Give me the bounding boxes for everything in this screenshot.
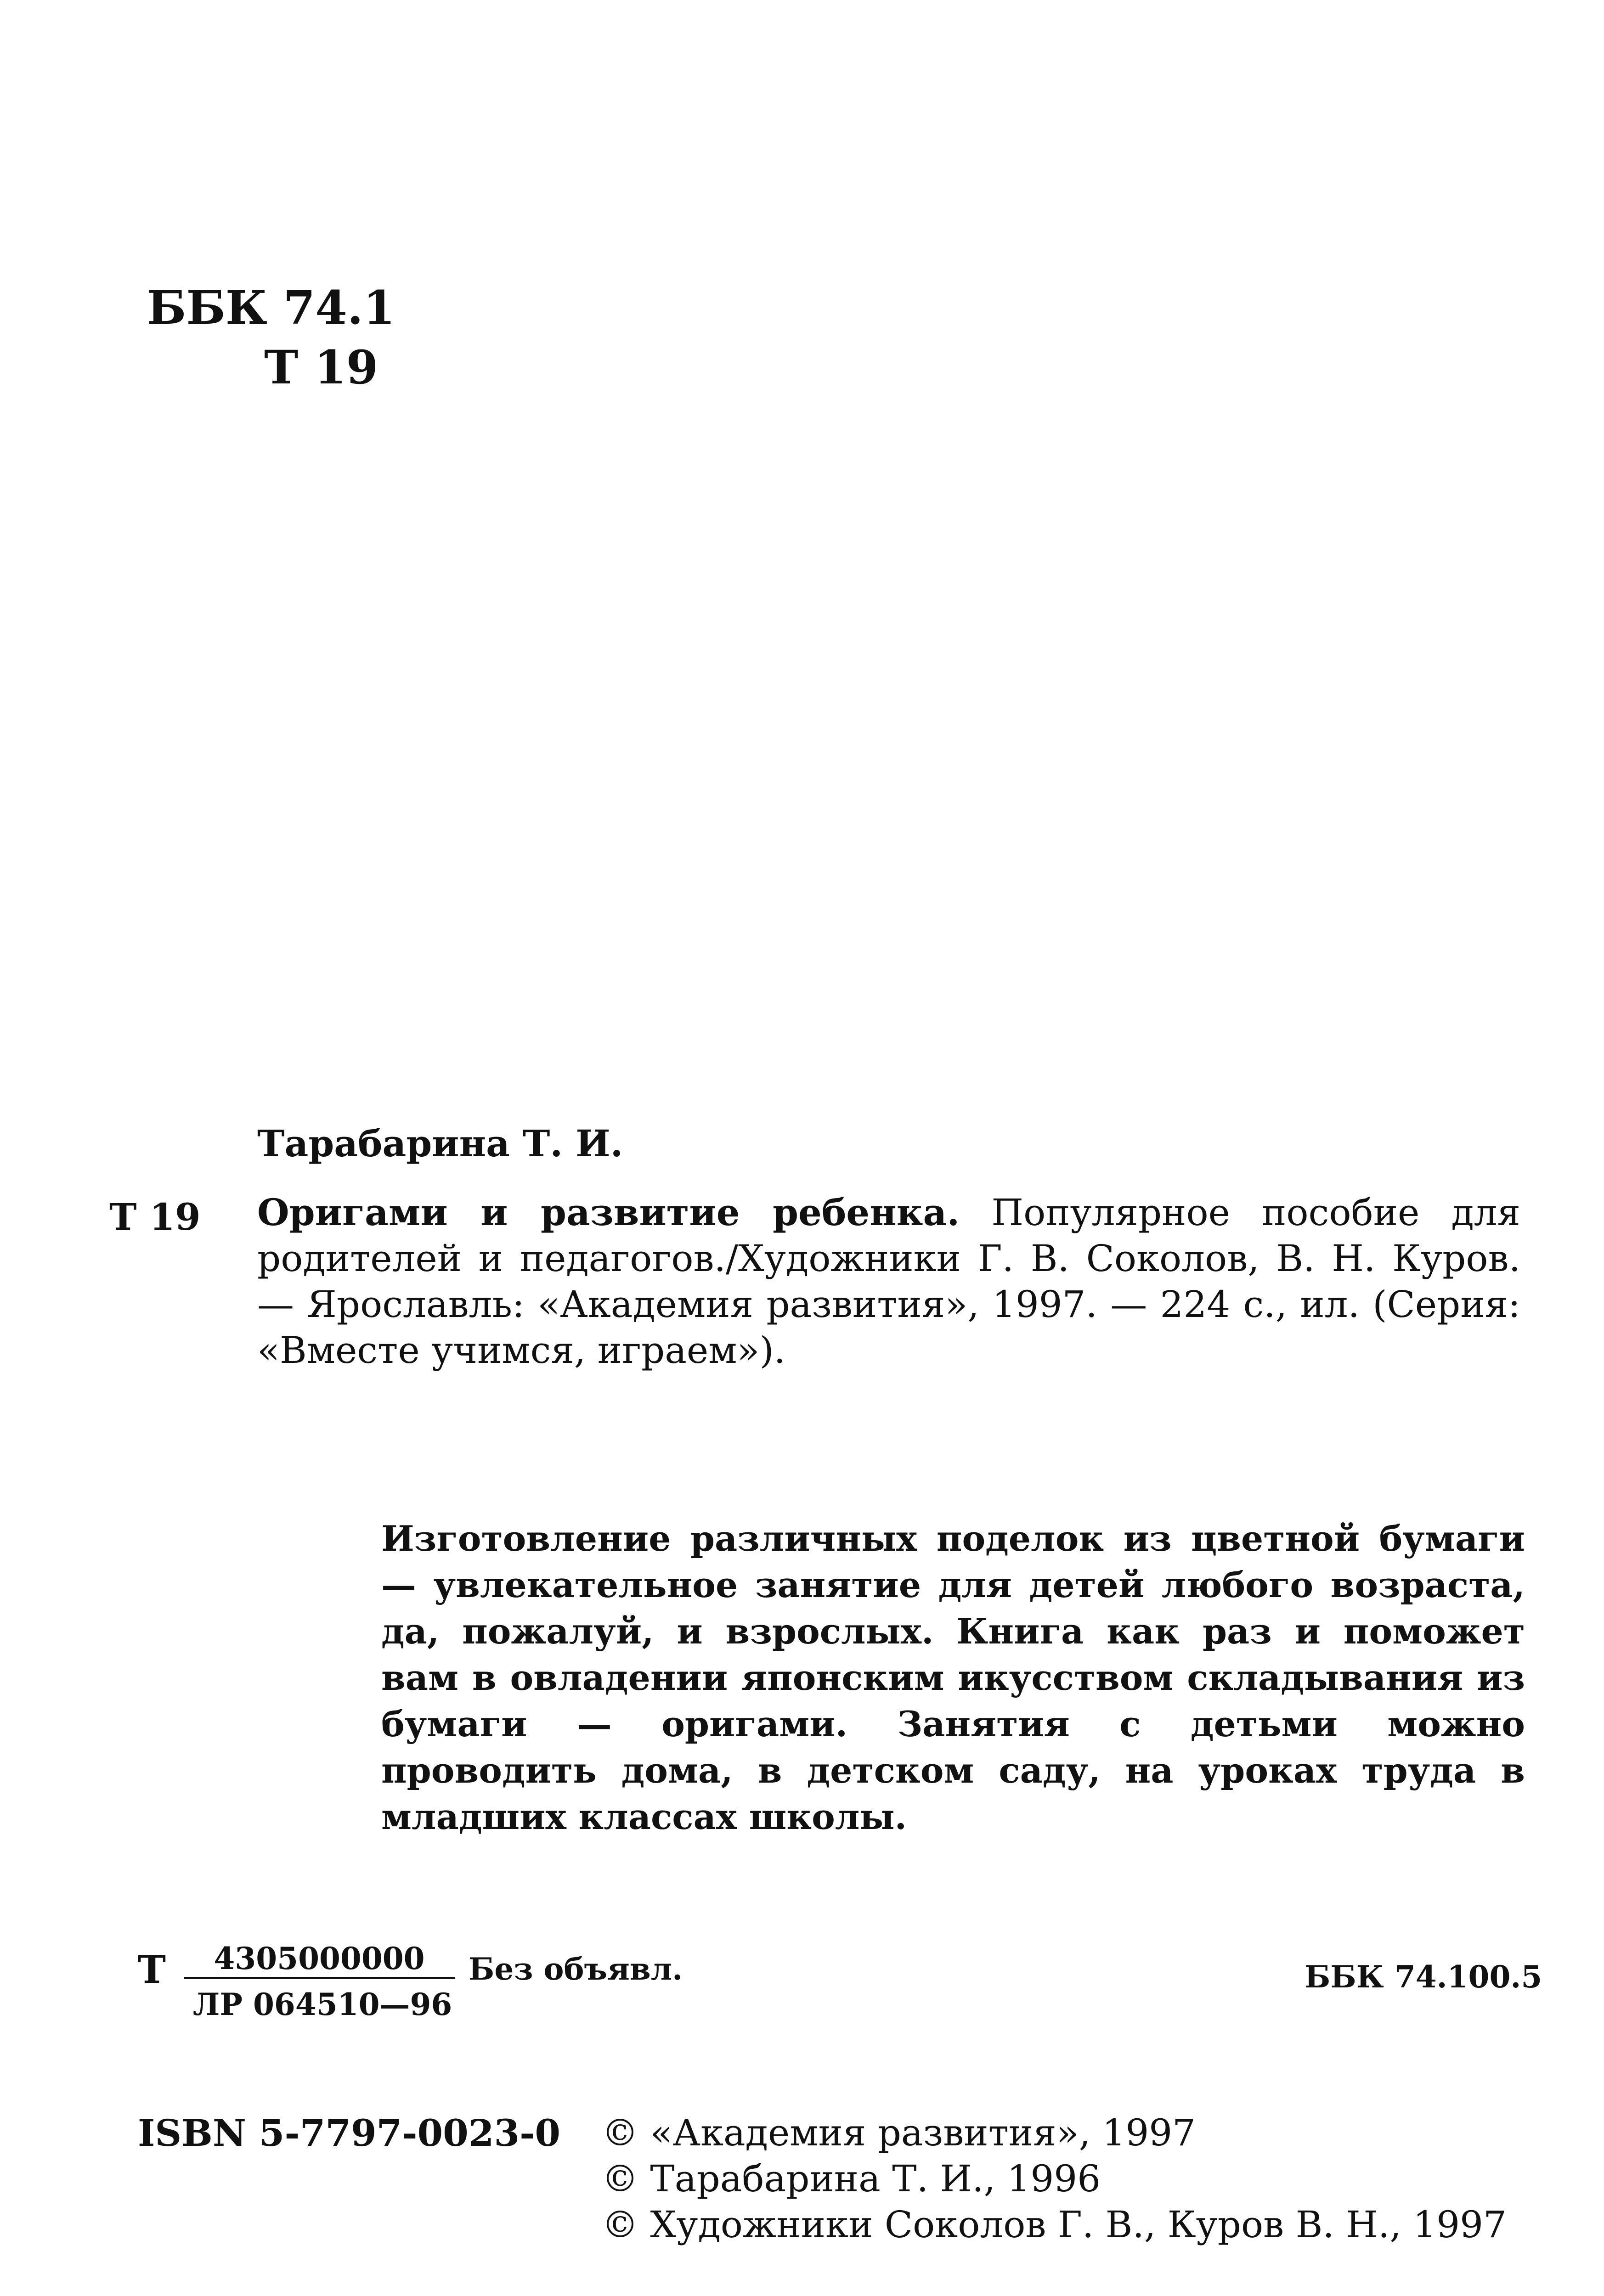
author-index: Т 19 xyxy=(264,340,378,394)
license-number: ЛР 064510—96 xyxy=(193,1986,452,2022)
copyright-publisher: © «Академия развития», 1997 xyxy=(602,2111,1196,2154)
code-number: 4305000000 xyxy=(184,1940,455,1979)
copyright-block xyxy=(602,2110,1507,2248)
bibliographic-description xyxy=(257,1189,1520,1373)
author-name: Тарабарина Т. И. xyxy=(257,1122,623,1165)
side-author-index: Т 19 xyxy=(109,1195,201,1238)
book-title: Оригами и развитие ребенка. xyxy=(257,1191,960,1234)
copyright-author: © Тарабарина Т. И., 1996 xyxy=(602,2157,1101,2200)
book-details: Популярное пособие для родителей и педагогов./Художники Г. В. Соколов, В. Н. Куров. — Ярославль: «Академия развития», 1997. — 224 с., ил. (Серия: «Вместе учимся, играем»). xyxy=(257,1191,1520,1372)
code-note: Без объявл. xyxy=(469,1951,683,1987)
annotation-text: Изготовление различных поделок из цветной бумаги — увлекательное занятие для детей любого возраста, да, пожалуй, и взрослых. Книга как раз и поможет вам в овладении японским икусством складывания из бумаги — оригами. Занятия с детьми можно проводить дома, в детском саду, на уроках труда в младших классах школы. xyxy=(381,1518,1525,1837)
code-letter: Т xyxy=(138,1948,166,1992)
copyright-illustrators: © Художники Соколов Г. В., Куров В. Н., 1997 xyxy=(602,2203,1507,2246)
bbk-detailed: ББК 74.100.5 xyxy=(1305,1959,1542,1995)
bbk-classification: ББК 74.1 xyxy=(147,281,395,335)
isbn: ISBN 5-7797-0023-0 xyxy=(138,2111,561,2155)
